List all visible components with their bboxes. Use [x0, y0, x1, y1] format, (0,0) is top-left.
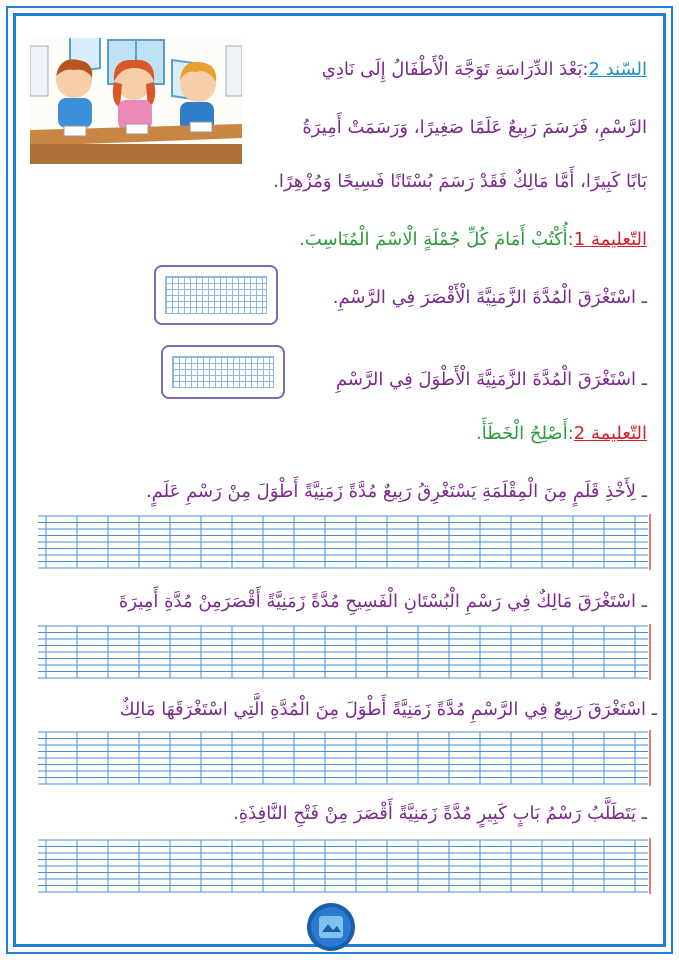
writing-lines-4[interactable]	[38, 838, 656, 894]
sanad-line-1	[322, 56, 647, 84]
task1-instruction: :أُكْتُبْ أَمَامَ كُلِّ جُمْلَةٍ الْاسْمَ الْمُنَاسِبَ.	[299, 229, 574, 250]
task2-instruction: :أَصْلِحُ الْخَطَأَ.	[476, 423, 574, 444]
writing-lines-2[interactable]	[38, 624, 656, 680]
task1-item-1: ـ اسْتَغْرَقَ الْمُدَّةَ الزَّمَنِيَّةَ الْأَقْصَرَ فِي الرَّسْمِ.	[332, 287, 647, 308]
sanad-line-3: بَابًا كَبِيرًا، أَمَّا مَالِكٌ فَقَدْ رَسَمَ بُسْتَانًا فَسِيحًا وَمُزْهِرًا.	[273, 171, 647, 192]
task2-item-2: ـ اسْتَغْرَقَ مَالِكٌ فِي رَسْمِ الْبُسْتَانِ الْفَسِيحِ مُدَّةً زَمَنِيَّةً أَقْصَرَمِنْ مُدَّةِ أَمِيرَةَ	[118, 591, 647, 612]
task1-label: التّعليمة 1	[573, 229, 647, 250]
task2-label: التّعليمة 2	[573, 423, 647, 444]
task2-item-3: ـ اسْتَغْرَقَ رَبِيعٌ فِي الرَّسْمِ مُدَّةً زَمَنِيَّةً أَطْوَلَ مِنَ الْمُدَّةِ الَّتِي اسْتَغْرَقَهَا مَالِكٌ	[119, 699, 657, 720]
task2-heading	[476, 420, 647, 448]
blue-square-logo-icon	[306, 902, 356, 952]
answer-box-1[interactable]	[154, 265, 278, 325]
task1-heading	[299, 226, 647, 254]
writing-lines-3[interactable]	[38, 730, 656, 786]
sanad-label: السّند 2	[588, 59, 647, 80]
task2-item-1: ـ لِأَخْذِ قَلَمٍ مِنَ الْمِقْلَمَةِ يَسْتَغْرِقُ رَبِيعٌ مُدَّةً زَمَنِيَّةً أَطْوَلَ مِنْ رَسْمِ عَلَمٍ.	[145, 481, 647, 502]
answer-box-2[interactable]	[161, 345, 285, 399]
writing-lines-1[interactable]	[38, 514, 656, 570]
task2-item-4: ـ يَتَطَلَّبُ رَسْمُ بَابٍ كَبِيرٍ مُدَّةً زَمَنِيَّةً أَقْصَرَ مِنْ فَتْحِ النَّافِذَةِ.	[232, 803, 647, 824]
children-drawing-illustration	[30, 38, 242, 164]
task1-item-2: ـ اسْتَغْرَقَ الْمُدَّةَ الزَّمَنِيَّةَ الْأَطْوَلَ فِي الرَّسْمِ	[335, 369, 647, 390]
sanad-text-1: :بَعْدَ الدِّرَاسَةِ تَوَجَّهَ الْأَطْفَالُ إِلَى نَادِي	[321, 59, 589, 80]
sanad-line-2: الرَّسْمِ، فَرَسَمَ رَبِيعٌ عَلَمًا صَغِيرًا، وَرَسَمَتْ أَمِيرَةُ	[302, 117, 647, 138]
